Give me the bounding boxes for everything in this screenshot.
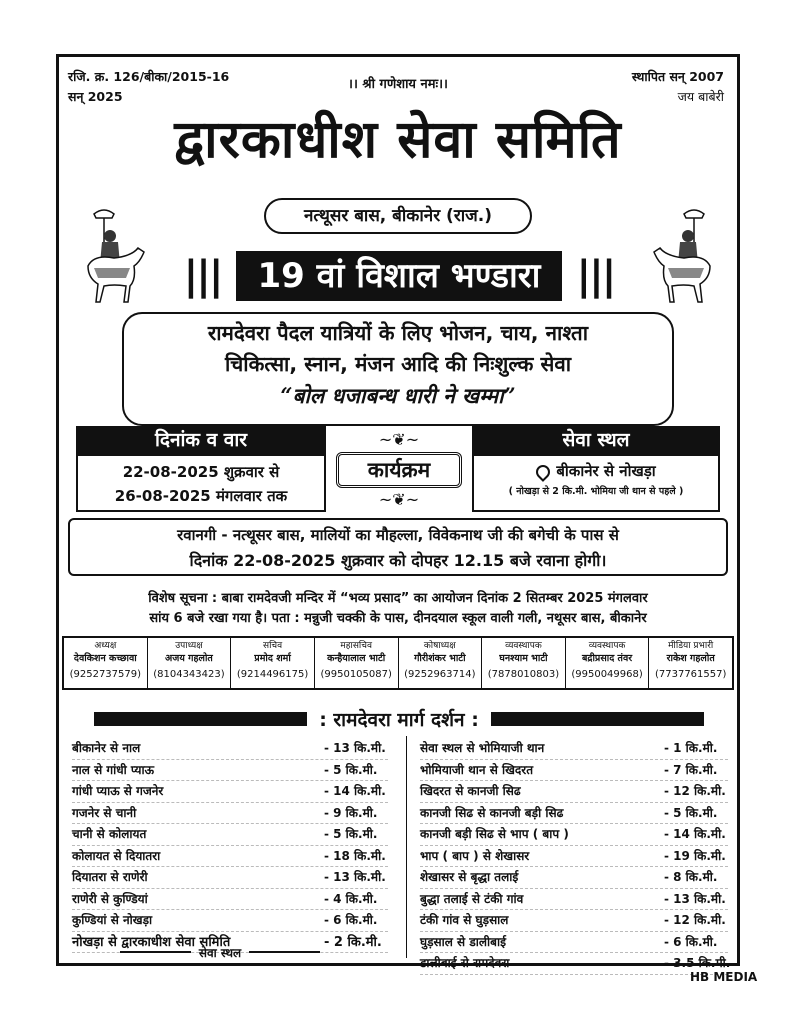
venue-box bbox=[472, 454, 720, 512]
invocation: ।। श्री गणेशाय नमः।। bbox=[348, 77, 448, 92]
route-row bbox=[72, 889, 388, 911]
route-row bbox=[420, 846, 728, 868]
route-from: गजनेर से चानी bbox=[72, 805, 137, 820]
official-card bbox=[231, 638, 315, 688]
route-from: राणेरी से कुण्डियां bbox=[72, 891, 148, 906]
route-row bbox=[420, 932, 728, 954]
route-distance: - 14 कि.मी. bbox=[664, 827, 726, 841]
service-quote: “बोल धजाबन्ध धारी ने खम्मा” bbox=[280, 383, 516, 408]
route-distance: - 3.5 कि.मी. bbox=[664, 956, 731, 970]
route-heading-row bbox=[94, 705, 704, 733]
route-heading-bar-right bbox=[491, 712, 704, 726]
route-from: कानजी सिढ से कानजी बड़ी सिढ bbox=[420, 805, 564, 820]
year: सन् 2025 bbox=[68, 89, 123, 104]
official-role: उपाध्यक्ष bbox=[175, 641, 203, 651]
route-row bbox=[420, 738, 728, 760]
official-role: मीडिया प्रभारी bbox=[668, 641, 714, 651]
route-distance: - 18 कि.मी. bbox=[324, 848, 386, 863]
route-row bbox=[72, 803, 388, 825]
official-name: प्रमोद शर्मा bbox=[254, 653, 291, 664]
route-from: कुण्डियां से नोखड़ा bbox=[72, 913, 153, 927]
established-year: स्थापित सन् 2007 bbox=[631, 69, 724, 84]
official-role: महासचिव bbox=[340, 641, 372, 651]
official-name: देवकिशन कच्छावा bbox=[73, 653, 137, 664]
route-heading: : रामदेवरा मार्ग दर्शन : bbox=[319, 709, 479, 731]
route-distance: - 6 कि.मी. bbox=[324, 913, 378, 927]
route-from: टंकी गांव से घुड़साल bbox=[420, 913, 509, 927]
route-list-right bbox=[420, 738, 731, 975]
route-row bbox=[420, 910, 728, 932]
route-from: घुड़साल से डालीबाई bbox=[420, 934, 506, 949]
notice-line-1: विशेष सूचना : बाबा रामदेवजी मन्दिर में “भव्य प्रसाद” का आयोजन दिनांक 2 सितम्बर 2025 मंगलवार bbox=[148, 591, 648, 606]
route-from: भोमियाजी थान से खिदरत bbox=[420, 762, 534, 777]
route-from: बीकानेर से नाल bbox=[72, 741, 141, 755]
bhandara-title: 19 वां विशाल भण्डारा bbox=[236, 251, 563, 301]
route-row bbox=[72, 824, 388, 846]
organization-title: द्वारकाधीश सेवा समिति bbox=[174, 110, 622, 170]
route-distance: - 5 कि.मी. bbox=[664, 805, 718, 820]
official-name: कन्हैयालाल भाटी bbox=[327, 653, 386, 664]
route-distance: - 13 कि.मी. bbox=[664, 891, 726, 906]
service-description-box bbox=[122, 312, 674, 426]
official-role: अध्यक्ष bbox=[94, 641, 117, 651]
departure-box bbox=[68, 518, 728, 576]
route-from: भाप ( बाप ) से शेखासर bbox=[420, 848, 530, 863]
official-name: गौरीशंकर भाटी bbox=[414, 653, 466, 664]
date-box bbox=[76, 454, 326, 512]
route-distance: - 2 कि.मी. bbox=[324, 934, 382, 950]
map-pin-icon bbox=[533, 462, 553, 482]
route-row bbox=[420, 867, 728, 889]
official-card bbox=[649, 638, 732, 688]
route-list-left bbox=[72, 738, 388, 953]
decorative-bars-left: ||| bbox=[183, 253, 222, 299]
ramdevji-horse-illustration-right bbox=[648, 206, 724, 306]
official-phone: (7878010803) bbox=[487, 669, 560, 680]
route-from: नाल से गांधी प्याऊ bbox=[72, 762, 155, 777]
venue-place: बीकानेर से नोखड़ा bbox=[556, 462, 656, 480]
route-row bbox=[420, 803, 728, 825]
route-row bbox=[72, 846, 388, 868]
footer-line-right bbox=[249, 951, 320, 953]
official-name: अजय गहलोत bbox=[165, 653, 213, 664]
venue-footer-text: सेवा स्थल bbox=[198, 945, 242, 960]
official-phone: (9950105087) bbox=[320, 669, 392, 680]
route-row bbox=[420, 953, 731, 975]
official-phone: (7737761557) bbox=[654, 669, 727, 680]
route-column-divider bbox=[406, 736, 407, 958]
official-card bbox=[482, 638, 566, 688]
official-card bbox=[315, 638, 399, 688]
route-row bbox=[72, 867, 388, 889]
ramdevji-horse-illustration-left bbox=[74, 206, 150, 306]
route-heading-bar-left bbox=[94, 712, 307, 726]
route-row bbox=[72, 738, 388, 760]
official-card bbox=[399, 638, 483, 688]
route-from: चानी से कोलायत bbox=[72, 827, 147, 841]
route-from: बुद्धा तलाई से टंकी गांव bbox=[420, 891, 524, 906]
route-distance: - 14 कि.मी. bbox=[324, 784, 386, 798]
route-distance: - 8 कि.मी. bbox=[664, 870, 718, 884]
route-from: नोखड़ा से द्वारकाधीश सेवा समिति bbox=[72, 934, 231, 950]
route-distance: - 5 कि.मी. bbox=[324, 762, 378, 777]
service-line-1: रामदेवरा पैदल यात्रियों के लिए भोजन, चाय, नाश्ता bbox=[207, 321, 589, 345]
route-distance: - 9 कि.मी. bbox=[324, 805, 378, 820]
route-distance: - 12 कि.मी. bbox=[664, 913, 726, 927]
official-name: बद्रीप्रसाद तंवर bbox=[581, 653, 633, 664]
venue-heading: सेवा स्थल bbox=[472, 426, 720, 454]
route-from: खिदरत से कानजी सिढ bbox=[420, 784, 521, 798]
departure-line-2: दिनांक 22-08-2025 शुक्रवार को दोपहर 12.15 बजे रवाना होगी। bbox=[189, 551, 607, 570]
official-phone: (9214496175) bbox=[236, 669, 309, 680]
route-row bbox=[420, 824, 728, 846]
decorative-bars-right: ||| bbox=[576, 253, 615, 299]
ornament-top: ~❦~ bbox=[378, 430, 420, 449]
slogan: जय बाबेरी bbox=[677, 89, 724, 104]
official-card bbox=[566, 638, 650, 688]
venue-note: ( नोखड़ा से 2 कि.मी. भोमिया जी थान से पहले ) bbox=[508, 486, 684, 497]
route-from: दियातरा से राणेरी bbox=[72, 870, 148, 884]
venue-footer-label bbox=[120, 944, 320, 960]
date-to: 26-08-2025 मंगलवार तक bbox=[114, 487, 288, 505]
official-phone: (9252737579) bbox=[69, 669, 142, 680]
route-from: गांधी प्याऊ से गजनेर bbox=[72, 784, 164, 798]
location-pill: नत्थूसर बास, बीकानेर (राज.) bbox=[264, 198, 532, 234]
ornament-bottom: ~❦~ bbox=[378, 490, 420, 509]
official-card bbox=[64, 638, 148, 688]
official-phone: (9252963714) bbox=[404, 669, 476, 680]
route-row bbox=[72, 760, 388, 782]
official-role: व्यवस्थापक bbox=[505, 641, 542, 651]
departure-line-1: रवानगी - नत्थूसर बास, मालियों का मौहल्ला, विवेकनाथ जी की बगेची के पास से bbox=[177, 526, 619, 544]
route-distance: - 13 कि.मी. bbox=[324, 741, 386, 755]
program-label: कार्यक्रम bbox=[336, 452, 462, 488]
route-row bbox=[420, 889, 728, 911]
notice-line-2: सांय 6 बजे रखा गया है। पता : मन्नुजी चक्की के पास, दीनदयाल स्कूल वाली गली, नथूसर बास, बीकानेर bbox=[149, 611, 647, 626]
route-distance: - 7 कि.मी. bbox=[664, 762, 718, 777]
route-distance: - 1 कि.मी. bbox=[664, 741, 718, 755]
route-row bbox=[72, 910, 388, 932]
official-phone: (8104343423) bbox=[153, 669, 225, 680]
officials-table bbox=[62, 636, 734, 690]
official-card bbox=[148, 638, 232, 688]
route-from: कानजी बड़ी सिढ से भाप ( बाप ) bbox=[420, 827, 569, 841]
official-name: राकेश गहलोत bbox=[666, 653, 715, 664]
route-distance: - 6 कि.मी. bbox=[664, 934, 718, 949]
route-from: शेखासर से बृद्धा तलाई bbox=[420, 870, 519, 884]
registration-number: रजि. क्र. 126/बीका/2015-16 bbox=[68, 69, 230, 84]
official-role: कोषाध्यक्ष bbox=[423, 641, 456, 651]
route-from: कोलायत से दियातरा bbox=[72, 848, 161, 863]
date-from: 22-08-2025 शुक्रवार से bbox=[122, 463, 280, 481]
brand-logo: HB MEDIA bbox=[690, 970, 758, 984]
route-row bbox=[72, 781, 388, 803]
route-from: डालीबाई से रामदेवरा bbox=[420, 956, 510, 970]
route-from: सेवा स्थल से भोमियाजी थान bbox=[420, 741, 545, 755]
route-distance: - 5 कि.मी. bbox=[324, 827, 378, 841]
official-role: सचिव bbox=[262, 641, 283, 651]
route-distance: - 4 कि.मी. bbox=[324, 891, 378, 906]
bhandara-banner bbox=[158, 250, 640, 302]
official-role: व्यवस्थापक bbox=[588, 641, 626, 651]
official-phone: (9950049968) bbox=[571, 669, 643, 680]
route-distance: - 13 कि.मी. bbox=[324, 870, 386, 884]
route-row bbox=[420, 781, 728, 803]
date-heading: दिनांक व वार bbox=[76, 426, 326, 454]
route-row bbox=[420, 760, 728, 782]
special-notice bbox=[64, 589, 732, 629]
route-distance: - 19 कि.मी. bbox=[664, 848, 726, 863]
footer-line-left bbox=[120, 951, 191, 953]
official-name: घनश्याम भाटी bbox=[499, 653, 548, 664]
service-line-2: चिकित्सा, स्नान, मंजन आदि की निःशुल्क सेवा bbox=[224, 352, 572, 376]
route-distance: - 12 कि.मी. bbox=[664, 784, 726, 798]
